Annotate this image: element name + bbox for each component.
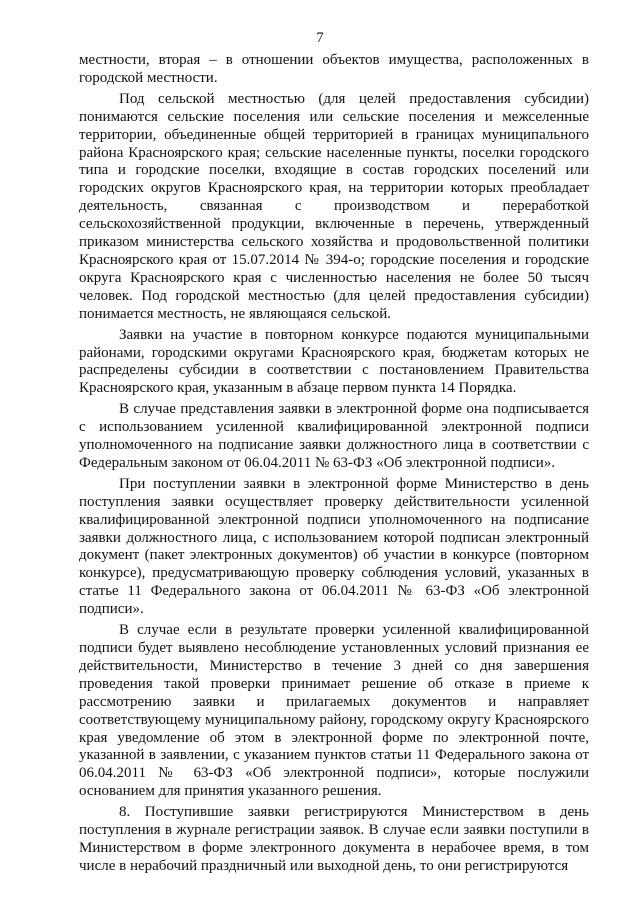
paragraph-rural-definition: Под сельской местностью (для целей предоставления субсидии) понимаются сельские поселения или сельские поселения и межселенные территории, объединенные общей территорией в границах муниципального района Красноярского края; сельские населенные пункты, поселки городского типа и городские поселки, входящие в состав городских поселений или городских округов Красноярского края, на территории которых преобладает деятельность, связанная с производством и переработкой сельскохозяйственной продукции, включенные в перечень, утвержденный приказом министерства сельского хозяйства и продовольственной политики Красноярского края от 15.07.2014 № 394-о; городские поселения и городские округа Красноярского края с численностью населения не более 50 тысяч человек. Под городской местностью (для целей предоставления субсидии) понимается местность, не являющаяся сельской. <box>79 90 589 322</box>
document-body <box>79 52 589 879</box>
paragraph-signature-failure: В случае если в результате проверки усиленной квалифицированной подписи будет выявлено несоблюдение установленных условий признания ее действительности, Министерство в течение 3 дней со дня завершения проведения такой проверки принимает решение об отказе в приеме к рассмотрению заявки и прилагаемых документов и направляет соответствующему муниципальному району, городскому округу Красноярского края уведомление об этом в электронной форме по электронной почте, указанной в заявлении, с указанием пунктов статьи 11 Федерального закона от 06.04.2011 № 63-ФЗ «Об электронной подписи», которые послужили основанием для принятия указанного решения. <box>79 622 589 800</box>
page-number: 7 <box>316 30 324 46</box>
paragraph-item-8: 8. Поступившие заявки регистрируются Министерством в день поступления в журнале регистрации заявок. В случае если заявки поступили в Министерством в форме электронного документа в нерабочее время, в том числе в нерабочий праздничный или выходной день, то они регистрируются <box>79 804 589 874</box>
paragraph-repeat-contest: Заявки на участие в повторном конкурсе подаются муниципальными районами, городскими округами Красноярского края, бюджетам которых не распределены субсидии в соответствии с постановлением Правительства Красноярского края, указанным в абзаце первом пункта 14 Порядка. <box>79 326 589 397</box>
paragraph-continuation: местности, вторая – в отношении объектов имущества, расположенных в городской местности. <box>79 52 589 86</box>
paragraph-electronic-submission: В случае представления заявки в электронной форме она подписывается с использованием усиленной квалифицированной электронной подписи уполномоченного на подписание заявки должностного лица в соответствии с Федеральным законом от 06.04.2011 № 63-ФЗ «Об электронной подписи». <box>79 401 589 471</box>
paragraph-signature-check: При поступлении заявки в электронной форме Министерство в день поступления заявки осуществляет проверку действительности усиленной квалифицированной электронной подписи уполномоченного на подписание заявки должностного лица, с использованием которой подписан электронный документ (пакет электронных документов) об участии в конкурсе (повторном конкурсе), предусматривающую проверку соблюдения условий, указанных в статье 11 Федерального закона от 06.04.2011 № 63-ФЗ «Об электронной подписи». <box>79 475 589 618</box>
